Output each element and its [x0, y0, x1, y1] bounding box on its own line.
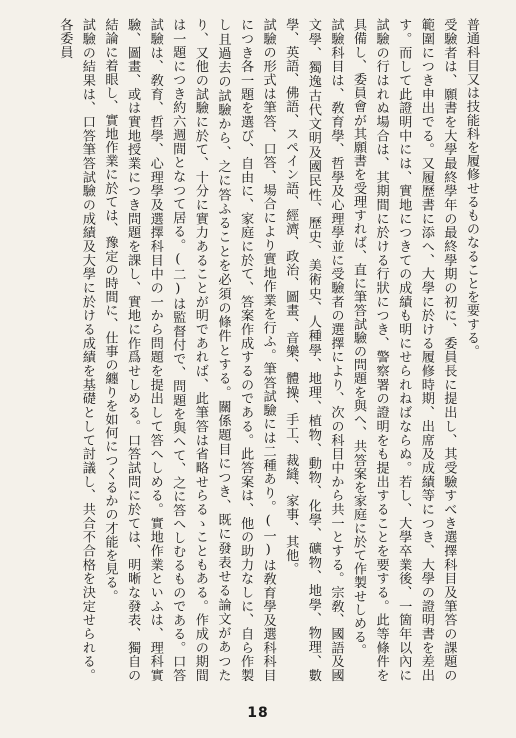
- page-number: 18: [247, 705, 269, 721]
- paragraph-2: 受驗者は、願書を大學最終學年の最終學期の初に、委員長に提出し、其受驗すべき選擇科目及筆答の課題の範圍につき申出でる。又履歷書に添へ、大學に於ける履修時期、出席及成績等につき、大學の證明書を差出す。而して此證明中には、實地につきての成績も明にせられねばならぬ。若し、大學卒業後、一箇年以內に試驗の行はれぬ場合は、其期間に於ける行狀につき、警察署の證明をも提出することを要する。此等條件を具備し、委員會が其願書を受理すれば、直に筆答試驗の問題を與へ、共答案を家庭に於て作製せしめる。: [351, 18, 457, 682]
- paragraph-3: 試驗科目は、敎育學、哲學及心理學並に受驗者の選擇により、次の科目中から共一とする。宗敎、國語及國文學、獨逸古代文明及國民性、歷史、美術史、人種學、地理、植物、動物、化學、礦物、地學、物理、數學、英語、佛語、スペイン語、經濟、政治、圖畫、音樂、體操、手工、裁縫、家事、其他。: [283, 18, 344, 682]
- paragraph-5: 試驗の結果は、口答筆答試驗の成績及大學に於ける成績を基礎として討議し、共合不合格を決定せられる。各委員: [57, 18, 95, 682]
- vertical-text-body: [30, 18, 482, 682]
- paragraph-1: 普通科目又は技能科を履修せるものなることを要する。: [464, 18, 479, 358]
- paragraph-4: 試驗の形式は筆答、口答、場合により實地作業を行ふ。筆答試驗には二種あり。(一)は敎育學及選科科目につき各一題を選び、自由に、家庭に於て、答案作成するのである。此答案は、他の助力なしに、自ら作製し且過去の試驗から、之に答ふることを必須の條件とする。關係題目につき、既に發表せる論文があつたり、又他の試驗に於て、十分に實力あることが明であれば、此筆答は省略せらるゝこともある。作成の期間は一題につき約六週間となつて居る。(二)は監督付で、問題を與へて、之に答へしむるものである。口答試驗は、敎育、哲學、心理學及選擇科目中の一から問題を提出して答へしめる。實地作業といふは、理科實驗、圖畫、或は實地授業につき問題を課し、實地に作爲せしめる。口答試問に於ては、明晰な發表、獨自の結論に着眼し、實地作業に於ては、豫定の時間に、仕事の纏りを如何につくるかの才能を見る。: [102, 18, 276, 682]
